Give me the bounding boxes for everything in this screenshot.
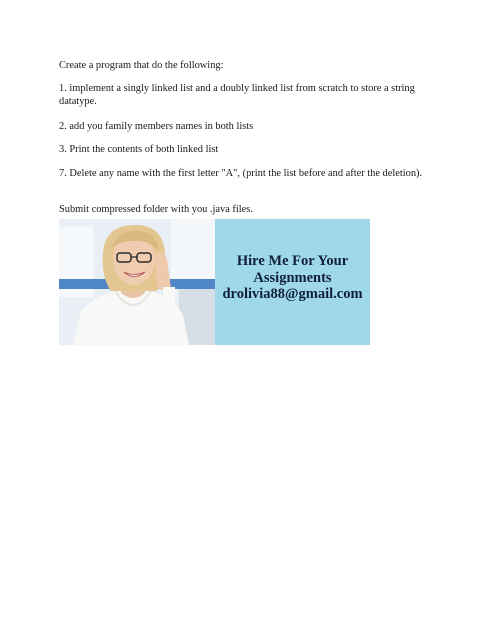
hire-me-banner [59, 219, 370, 345]
instruction-item-1: 1. implement a singly linked list and a doubly linked list from scratch to store a string datatype. [59, 83, 415, 108]
instruction-item-7: 7. Delete any name with the first letter "A", (print the list before and after the deletion). [59, 168, 423, 179]
smiling-woman-photo [59, 219, 215, 345]
instruction-item-2: 2. add you family members names in both lists [59, 121, 254, 132]
promo-line-1: Hire Me For Your [236, 253, 349, 270]
submission-note: Submit compressed folder with you .java files. [59, 204, 253, 215]
promo-email: drolivia88@gmail.com [222, 286, 363, 303]
intro-text: Create a program that do the following: [59, 60, 224, 71]
instruction-item-3: 3. Print the contents of both linked list [59, 144, 219, 155]
hire-me-promo [215, 219, 370, 345]
promo-line-2: Assignments [253, 269, 332, 286]
